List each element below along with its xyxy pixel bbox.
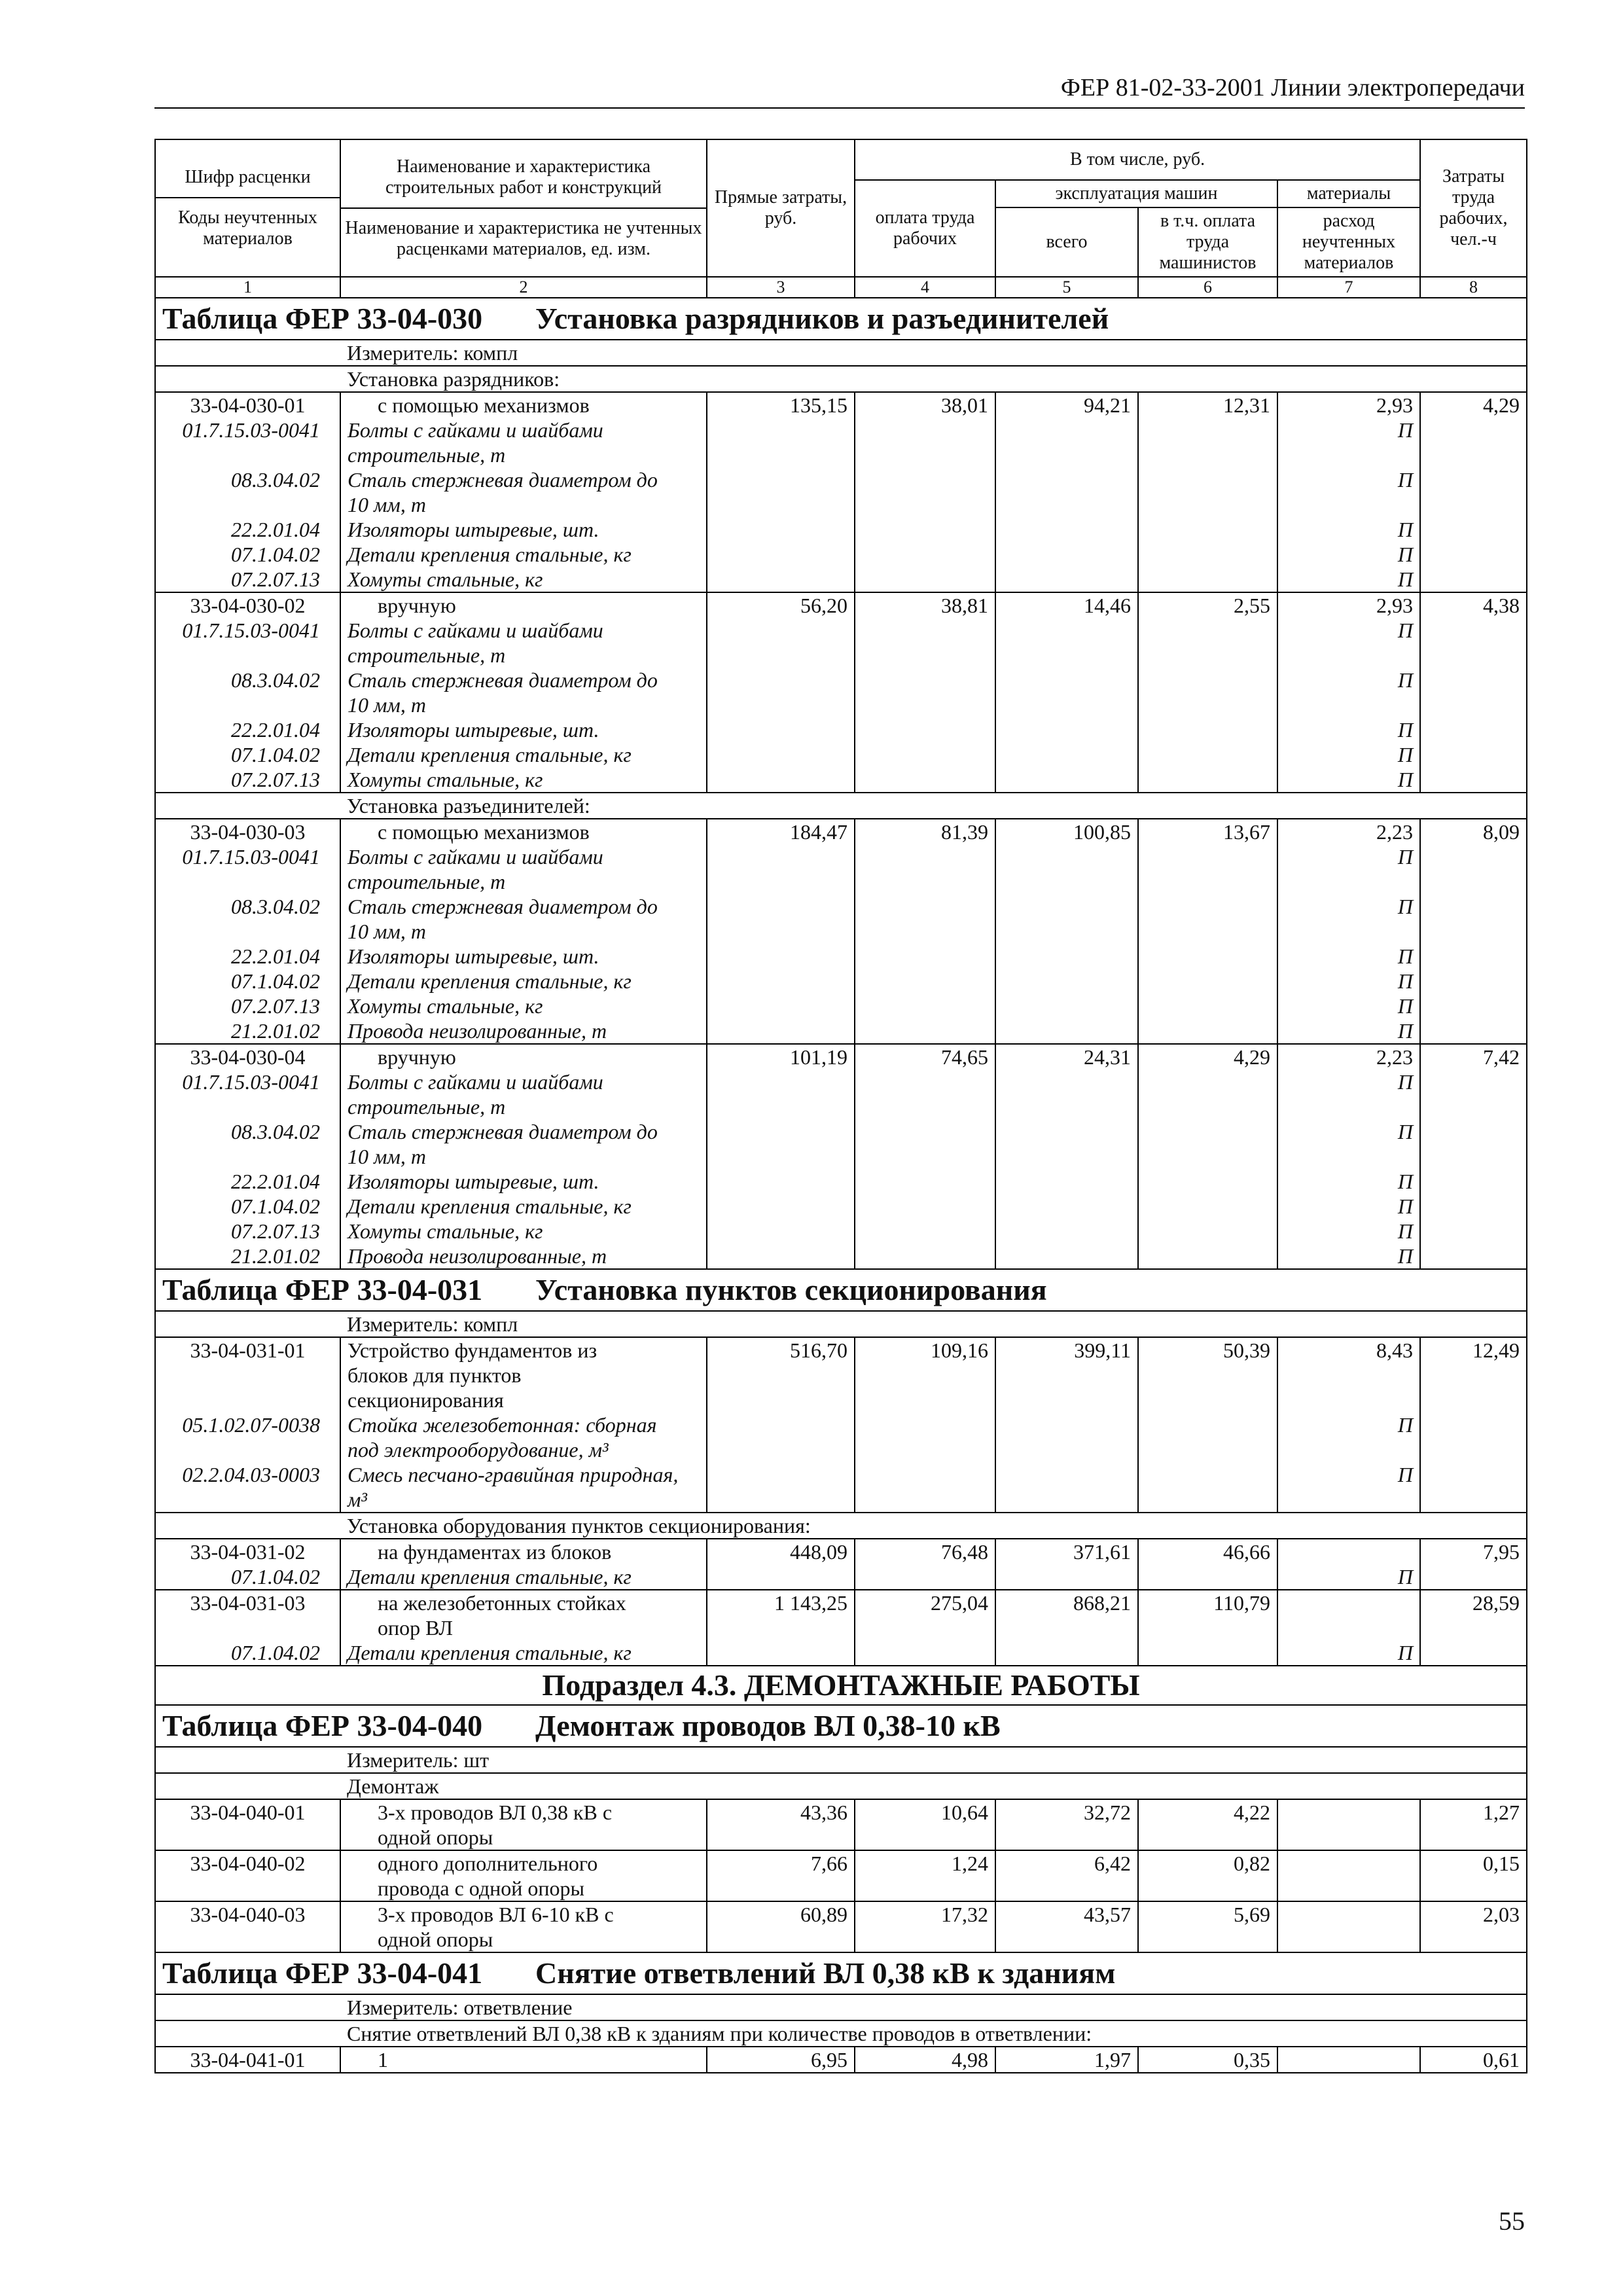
material-name: 10 мм, т bbox=[340, 919, 707, 944]
rate-code: 33-04-031-02 bbox=[155, 1539, 340, 1564]
unit-row bbox=[155, 1994, 1527, 2020]
materials: 2,93 bbox=[1277, 592, 1420, 618]
direct-costs: 135,15 bbox=[707, 392, 855, 418]
col-mat-name-label: Наименование и характеристика не учтенных расценками материалов, ед. изм. bbox=[341, 207, 706, 260]
material-code: 01.7.15.03-0041 bbox=[155, 844, 340, 869]
material-mark: П bbox=[1277, 994, 1420, 1018]
machines-total: 6,42 bbox=[995, 1850, 1138, 1901]
material-name: Провода неизолированные, т bbox=[340, 1018, 707, 1044]
material-mark: П bbox=[1277, 1219, 1420, 1244]
material-row bbox=[155, 717, 1527, 742]
material-name: Смесь песчано-гравийная природная, bbox=[340, 1462, 707, 1487]
material-name: м³ bbox=[340, 1487, 707, 1513]
wages: 38,01 bbox=[855, 392, 995, 418]
material-code: 01.7.15.03-0041 bbox=[155, 618, 340, 643]
material-mark: П bbox=[1277, 767, 1420, 793]
page-header: ФЕР 81-02-33-2001 Линии электропередачи bbox=[154, 73, 1525, 109]
direct-costs: 43,36 bbox=[707, 1799, 855, 1850]
material-row bbox=[155, 894, 1527, 919]
rate-group bbox=[155, 819, 1527, 1044]
materials: 2,93 bbox=[1277, 392, 1420, 418]
direct-costs: 60,89 bbox=[707, 1901, 855, 1952]
material-row bbox=[155, 1244, 1527, 1269]
material-name: Сталь стержневая диаметром до bbox=[340, 1119, 707, 1144]
material-row bbox=[155, 1412, 1527, 1437]
material-mark: П bbox=[1277, 1564, 1420, 1590]
rate-code: 33-04-030-01 bbox=[155, 392, 340, 418]
direct-costs: 1 143,25 bbox=[707, 1590, 855, 1640]
wages: 275,04 bbox=[855, 1590, 995, 1640]
material-mark: П bbox=[1277, 1244, 1420, 1269]
unit-label: Измеритель: шт bbox=[340, 1747, 1527, 1773]
material-code: 08.3.04.02 bbox=[155, 1119, 340, 1144]
material-mark: П bbox=[1277, 668, 1420, 692]
material-code bbox=[155, 442, 340, 467]
col-unaccounted-materials: расход неучтенных материалов bbox=[1277, 207, 1420, 277]
table-header-row bbox=[155, 139, 1527, 180]
material-code: 07.1.04.02 bbox=[155, 1194, 340, 1219]
labor-hours: 0,61 bbox=[1420, 2047, 1527, 2073]
material-code: 07.1.04.02 bbox=[155, 969, 340, 994]
material-name: Детали крепления стальные, кг bbox=[340, 1640, 707, 1666]
rate-code: 33-04-031-03 bbox=[155, 1590, 340, 1640]
material-mark bbox=[1277, 1437, 1420, 1462]
section-row bbox=[155, 1513, 1527, 1539]
material-name: 10 мм, т bbox=[340, 692, 707, 717]
material-name: 10 мм, т bbox=[340, 492, 707, 517]
material-row bbox=[155, 1069, 1527, 1094]
rate-name: 1 bbox=[340, 2047, 707, 2073]
material-code bbox=[155, 1437, 340, 1462]
col-materials: материалы bbox=[1277, 180, 1420, 207]
material-mark bbox=[1277, 692, 1420, 717]
material-row bbox=[155, 944, 1527, 969]
material-mark: П bbox=[1277, 517, 1420, 542]
col-wages: оплата труда рабочих bbox=[855, 180, 995, 277]
labor-hours: 1,27 bbox=[1420, 1799, 1527, 1850]
material-mark: П bbox=[1277, 1462, 1420, 1487]
material-code: 21.2.01.02 bbox=[155, 1018, 340, 1044]
material-name: Детали крепления стальные, кг bbox=[340, 742, 707, 767]
unit-row bbox=[155, 340, 1527, 366]
material-name: Провода неизолированные, т bbox=[340, 1244, 707, 1269]
subsection-title: Подраздел 4.3. ДЕМОНТАЖНЫЕ РАБОТЫ bbox=[155, 1666, 1527, 1705]
rate-group bbox=[155, 592, 1527, 793]
section-row bbox=[155, 793, 1527, 819]
labor-hours: 7,42 bbox=[1420, 1044, 1527, 1069]
labor-hours: 4,29 bbox=[1420, 392, 1527, 418]
machinists-wages: 50,39 bbox=[1138, 1337, 1277, 1412]
section-row bbox=[155, 1773, 1527, 1799]
material-row bbox=[155, 1194, 1527, 1219]
rate-name: вручную bbox=[340, 1044, 707, 1069]
material-row bbox=[155, 467, 1527, 492]
labor-hours: 0,15 bbox=[1420, 1850, 1527, 1901]
material-row bbox=[155, 1437, 1527, 1462]
material-name: Детали крепления стальные, кг bbox=[340, 542, 707, 567]
rate-row bbox=[155, 819, 1527, 844]
material-name: Болты с гайками и шайбами bbox=[340, 1069, 707, 1094]
material-name: Болты с гайками и шайбами bbox=[340, 618, 707, 643]
rate-code: 33-04-040-02 bbox=[155, 1850, 340, 1901]
wages: 1,24 bbox=[855, 1850, 995, 1901]
material-name: под электрооборудование, м³ bbox=[340, 1437, 707, 1462]
material-name: Изоляторы штыревые, шт. bbox=[340, 944, 707, 969]
machines-total: 14,46 bbox=[995, 592, 1138, 618]
material-mark: П bbox=[1277, 894, 1420, 919]
material-code bbox=[155, 869, 340, 894]
material-row bbox=[155, 1094, 1527, 1119]
machinists-wages: 5,69 bbox=[1138, 1901, 1277, 1952]
material-code bbox=[155, 1144, 340, 1169]
material-row bbox=[155, 643, 1527, 668]
rate-name: с помощью механизмов bbox=[340, 392, 707, 418]
materials: 2,23 bbox=[1277, 819, 1420, 844]
table-title-row bbox=[155, 298, 1527, 340]
unit-row bbox=[155, 1747, 1527, 1773]
col-machinists-wages: в т.ч. оплата труда машинистов bbox=[1138, 207, 1277, 277]
material-name: Сталь стержневая диаметром до bbox=[340, 668, 707, 692]
col-machines-total: всего bbox=[995, 207, 1138, 277]
material-mark: П bbox=[1277, 418, 1420, 442]
machinists-wages: 12,31 bbox=[1138, 392, 1277, 418]
material-name: строительные, т bbox=[340, 1094, 707, 1119]
material-name: Детали крепления стальные, кг bbox=[340, 1194, 707, 1219]
material-row bbox=[155, 969, 1527, 994]
material-code: 02.2.04.03-0003 bbox=[155, 1462, 340, 1487]
material-row bbox=[155, 767, 1527, 793]
material-mark: П bbox=[1277, 944, 1420, 969]
labor-hours: 28,59 bbox=[1420, 1590, 1527, 1640]
material-row bbox=[155, 1487, 1527, 1513]
material-code: 22.2.01.04 bbox=[155, 944, 340, 969]
col-including: В том числе, руб. bbox=[855, 139, 1420, 180]
price-table bbox=[154, 139, 1527, 2073]
material-code: 07.1.04.02 bbox=[155, 742, 340, 767]
material-mark: П bbox=[1277, 1194, 1420, 1219]
material-code: 08.3.04.02 bbox=[155, 668, 340, 692]
section-label: Установка оборудования пунктов секционирования: bbox=[340, 1513, 1527, 1539]
machinists-wages: 13,67 bbox=[1138, 819, 1277, 844]
unit-label: Измеритель: компл bbox=[340, 340, 1527, 366]
table-code: Таблица ФЕР 33-04-041 bbox=[162, 1956, 483, 1990]
unit-label: Измеритель: компл bbox=[340, 1311, 1527, 1337]
table-title-row bbox=[155, 1705, 1527, 1747]
rate-name: вручную bbox=[340, 592, 707, 618]
material-row bbox=[155, 844, 1527, 869]
material-mark: П bbox=[1277, 1640, 1420, 1666]
unit-label: Измеритель: ответвление bbox=[340, 1994, 1527, 2020]
material-code: 08.3.04.02 bbox=[155, 467, 340, 492]
labor-hours: 4,38 bbox=[1420, 592, 1527, 618]
material-code bbox=[155, 919, 340, 944]
material-mark bbox=[1277, 869, 1420, 894]
material-code: 07.2.07.13 bbox=[155, 994, 340, 1018]
wages: 76,48 bbox=[855, 1539, 995, 1564]
rate-group bbox=[155, 392, 1527, 592]
material-row bbox=[155, 517, 1527, 542]
material-row bbox=[155, 1462, 1527, 1487]
col-direct-costs: Прямые затраты, руб. bbox=[707, 139, 855, 277]
material-name: Детали крепления стальные, кг bbox=[340, 1564, 707, 1590]
table-title: Снятие ответвлений ВЛ 0,38 кВ к зданиям bbox=[535, 1956, 1116, 1990]
rate-code: 33-04-030-04 bbox=[155, 1044, 340, 1069]
material-name: Сталь стержневая диаметром до bbox=[340, 894, 707, 919]
material-code: 22.2.01.04 bbox=[155, 717, 340, 742]
rate-row bbox=[155, 1590, 1527, 1640]
rate-name: 3-х проводов ВЛ 0,38 кВ с одной опоры bbox=[340, 1799, 707, 1850]
direct-costs: 6,95 bbox=[707, 2047, 855, 2073]
table-code: Таблица ФЕР 33-04-030 bbox=[162, 302, 483, 335]
material-name: Изоляторы штыревые, шт. bbox=[340, 517, 707, 542]
machines-total: 1,97 bbox=[995, 2047, 1138, 2073]
machines-total: 94,21 bbox=[995, 392, 1138, 418]
rate-row bbox=[155, 1901, 1527, 1952]
material-code: 22.2.01.04 bbox=[155, 1169, 340, 1194]
rate-name: Устройство фундаментов из блоков для пунктов секционирования bbox=[340, 1337, 707, 1412]
direct-costs: 101,19 bbox=[707, 1044, 855, 1069]
material-code: 01.7.15.03-0041 bbox=[155, 418, 340, 442]
rate-row bbox=[155, 1799, 1527, 1850]
table-code: Таблица ФЕР 33-04-031 bbox=[162, 1273, 483, 1306]
material-name: строительные, т bbox=[340, 442, 707, 467]
material-code: 22.2.01.04 bbox=[155, 517, 340, 542]
wages: 10,64 bbox=[855, 1799, 995, 1850]
material-row bbox=[155, 1564, 1527, 1590]
material-row bbox=[155, 418, 1527, 442]
wages: 4,98 bbox=[855, 2047, 995, 2073]
rate-code: 33-04-030-02 bbox=[155, 592, 340, 618]
table-code: Таблица ФЕР 33-04-040 bbox=[162, 1709, 483, 1742]
material-name: Болты с гайками и шайбами bbox=[340, 844, 707, 869]
material-name: Детали крепления стальные, кг bbox=[340, 969, 707, 994]
materials: 8,43 bbox=[1277, 1337, 1420, 1412]
subsection-row bbox=[155, 1666, 1527, 1705]
material-code bbox=[155, 492, 340, 517]
machinists-wages: 4,22 bbox=[1138, 1799, 1277, 1850]
material-mark: П bbox=[1277, 542, 1420, 567]
rate-code: 33-04-030-03 bbox=[155, 819, 340, 844]
material-name: Сталь стержневая диаметром до bbox=[340, 467, 707, 492]
col-code-label: Шифр расценки bbox=[185, 167, 311, 187]
machines-total: 868,21 bbox=[995, 1590, 1138, 1640]
material-row bbox=[155, 994, 1527, 1018]
material-row bbox=[155, 919, 1527, 944]
material-code: 07.1.04.02 bbox=[155, 542, 340, 567]
material-mark: П bbox=[1277, 969, 1420, 994]
machines-total: 100,85 bbox=[995, 819, 1138, 844]
material-row bbox=[155, 567, 1527, 592]
material-code: 05.1.02.07-0038 bbox=[155, 1412, 340, 1437]
material-code: 07.1.04.02 bbox=[155, 1640, 340, 1666]
direct-costs: 516,70 bbox=[707, 1337, 855, 1412]
section-label: Демонтаж bbox=[340, 1773, 1527, 1799]
material-mark bbox=[1277, 442, 1420, 467]
material-name: Стойка железобетонная: сборная bbox=[340, 1412, 707, 1437]
material-mark bbox=[1277, 643, 1420, 668]
material-row bbox=[155, 1144, 1527, 1169]
rate-row bbox=[155, 1337, 1527, 1412]
material-name: 10 мм, т bbox=[340, 1144, 707, 1169]
material-row bbox=[155, 442, 1527, 467]
rate-name: с помощью механизмов bbox=[340, 819, 707, 844]
material-mark: П bbox=[1277, 1119, 1420, 1144]
material-mark bbox=[1277, 1144, 1420, 1169]
material-row bbox=[155, 668, 1527, 692]
labor-hours: 2,03 bbox=[1420, 1901, 1527, 1952]
section-label: Снятие ответвлений ВЛ 0,38 кВ к зданиям при количестве проводов в ответвлении: bbox=[340, 2020, 1527, 2047]
rate-name: на фундаментах из блоков bbox=[340, 1539, 707, 1564]
material-mark: П bbox=[1277, 1069, 1420, 1094]
machinists-wages: 110,79 bbox=[1138, 1590, 1277, 1640]
wages: 74,65 bbox=[855, 1044, 995, 1069]
material-mark bbox=[1277, 1094, 1420, 1119]
material-code: 07.2.07.13 bbox=[155, 767, 340, 793]
material-mark: П bbox=[1277, 717, 1420, 742]
wages: 38,81 bbox=[855, 592, 995, 618]
material-row bbox=[155, 869, 1527, 894]
material-mark: П bbox=[1277, 844, 1420, 869]
wages: 81,39 bbox=[855, 819, 995, 844]
machinists-wages: 0,82 bbox=[1138, 1850, 1277, 1901]
machines-total: 32,72 bbox=[995, 1799, 1138, 1850]
material-name: Болты с гайками и шайбами bbox=[340, 418, 707, 442]
material-row bbox=[155, 742, 1527, 767]
machines-total: 43,57 bbox=[995, 1901, 1138, 1952]
machines-total: 371,61 bbox=[995, 1539, 1138, 1564]
material-code: 08.3.04.02 bbox=[155, 894, 340, 919]
material-code bbox=[155, 692, 340, 717]
machines-total: 399,11 bbox=[995, 1337, 1138, 1412]
section-row bbox=[155, 2020, 1527, 2047]
col-mat-code-label: Коды неучтенных материалов bbox=[156, 197, 340, 249]
rate-name: на железобетонных стойках опор ВЛ bbox=[340, 1590, 707, 1640]
machines-total: 24,31 bbox=[995, 1044, 1138, 1069]
material-code: 07.1.04.02 bbox=[155, 1564, 340, 1590]
material-row bbox=[155, 1119, 1527, 1144]
table-title: Демонтаж проводов ВЛ 0,38-10 кВ bbox=[535, 1709, 1001, 1742]
material-row bbox=[155, 1018, 1527, 1044]
material-mark: П bbox=[1277, 1412, 1420, 1437]
material-row bbox=[155, 618, 1527, 643]
rate-code: 33-04-041-01 bbox=[155, 2047, 340, 2073]
rate-row bbox=[155, 2047, 1527, 2073]
material-mark: П bbox=[1277, 1169, 1420, 1194]
material-mark: П bbox=[1277, 1018, 1420, 1044]
material-row bbox=[155, 1219, 1527, 1244]
table-title: Установка пунктов секционирования bbox=[535, 1273, 1047, 1306]
material-code: 01.7.15.03-0041 bbox=[155, 1069, 340, 1094]
col-machines: эксплуатация машин bbox=[995, 180, 1277, 207]
section-label: Установка разъединителей: bbox=[340, 793, 1527, 819]
material-mark bbox=[1277, 492, 1420, 517]
rate-code: 33-04-040-03 bbox=[155, 1901, 340, 1952]
col-name-label: Наименование и характеристика строительных работ и конструкций bbox=[385, 156, 662, 198]
rate-name: одного дополнительного провода с одной опоры bbox=[340, 1850, 707, 1901]
material-mark bbox=[1277, 919, 1420, 944]
table-title-row bbox=[155, 1952, 1527, 1994]
material-name: Хомуты стальные, кг bbox=[340, 567, 707, 592]
column-numbers-row: 1 2 3 4 5 6 7 8 bbox=[155, 277, 1527, 298]
material-code bbox=[155, 1094, 340, 1119]
material-mark: П bbox=[1277, 567, 1420, 592]
material-code: 21.2.01.02 bbox=[155, 1244, 340, 1269]
material-mark: П bbox=[1277, 742, 1420, 767]
unit-row bbox=[155, 1311, 1527, 1337]
wages: 109,16 bbox=[855, 1337, 995, 1412]
material-name: Изоляторы штыревые, шт. bbox=[340, 1169, 707, 1194]
material-row bbox=[155, 1169, 1527, 1194]
material-code bbox=[155, 1487, 340, 1513]
material-code: 07.2.07.13 bbox=[155, 567, 340, 592]
machinists-wages: 46,66 bbox=[1138, 1539, 1277, 1564]
materials: 2,23 bbox=[1277, 1044, 1420, 1069]
table-title: Установка разрядников и разъединителей bbox=[535, 302, 1109, 335]
material-mark bbox=[1277, 1487, 1420, 1513]
material-row bbox=[155, 542, 1527, 567]
rate-code: 33-04-031-01 bbox=[155, 1337, 340, 1412]
labor-hours: 12,49 bbox=[1420, 1337, 1527, 1412]
machinists-wages: 0,35 bbox=[1138, 2047, 1277, 2073]
material-name: Хомуты стальные, кг bbox=[340, 994, 707, 1018]
material-row bbox=[155, 492, 1527, 517]
rate-row bbox=[155, 1539, 1527, 1564]
rate-name: 3-х проводов ВЛ 6-10 кВ с одной опоры bbox=[340, 1901, 707, 1952]
material-name: Хомуты стальные, кг bbox=[340, 1219, 707, 1244]
machinists-wages: 2,55 bbox=[1138, 592, 1277, 618]
direct-costs: 56,20 bbox=[707, 592, 855, 618]
section-label: Установка разрядников: bbox=[340, 366, 1527, 392]
rate-row bbox=[155, 392, 1527, 418]
direct-costs: 184,47 bbox=[707, 819, 855, 844]
material-name: строительные, т bbox=[340, 643, 707, 668]
material-name: строительные, т bbox=[340, 869, 707, 894]
labor-hours: 8,09 bbox=[1420, 819, 1527, 844]
rate-row bbox=[155, 1850, 1527, 1901]
rate-code: 33-04-040-01 bbox=[155, 1799, 340, 1850]
material-code: 07.2.07.13 bbox=[155, 1219, 340, 1244]
col-labor-hours: Затраты труда рабочих, чел.-ч bbox=[1420, 139, 1527, 277]
rate-group bbox=[155, 1044, 1527, 1269]
direct-costs: 448,09 bbox=[707, 1539, 855, 1564]
page-number: 55 bbox=[1499, 2206, 1525, 2236]
material-row bbox=[155, 692, 1527, 717]
material-name: Изоляторы штыревые, шт. bbox=[340, 717, 707, 742]
material-row bbox=[155, 1640, 1527, 1666]
material-mark: П bbox=[1277, 618, 1420, 643]
rate-row bbox=[155, 1044, 1527, 1069]
section-row bbox=[155, 366, 1527, 392]
direct-costs: 7,66 bbox=[707, 1850, 855, 1901]
material-mark: П bbox=[1277, 467, 1420, 492]
rate-row bbox=[155, 592, 1527, 618]
material-code bbox=[155, 643, 340, 668]
labor-hours: 7,95 bbox=[1420, 1539, 1527, 1564]
table-title-row bbox=[155, 1269, 1527, 1311]
machinists-wages: 4,29 bbox=[1138, 1044, 1277, 1069]
wages: 17,32 bbox=[855, 1901, 995, 1952]
material-name: Хомуты стальные, кг bbox=[340, 767, 707, 793]
